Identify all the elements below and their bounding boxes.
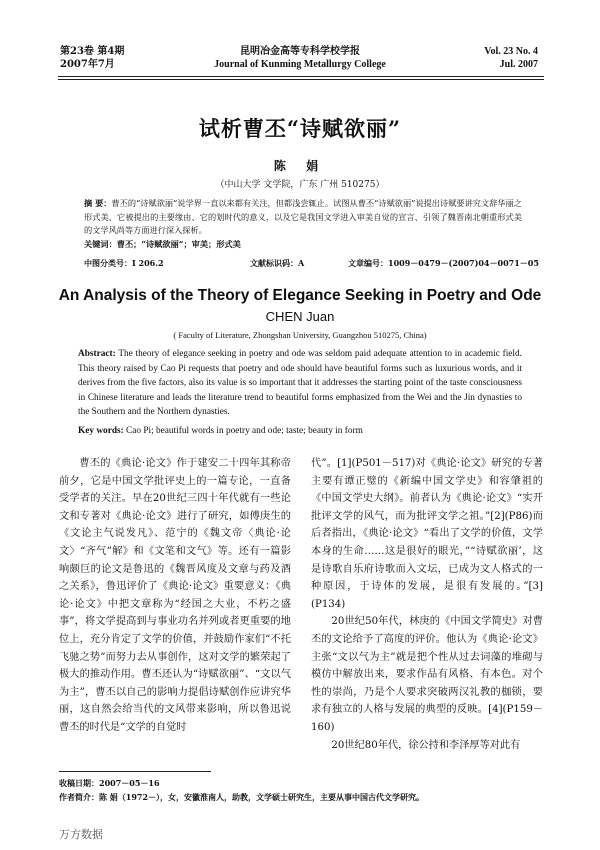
abstract-en-label: Abstract: (78, 349, 116, 359)
header-volume-block (484, 45, 538, 71)
footnote-author-bio: 作者简介：陈 娟（1972－），女，安徽淮南人，助教，文学硕士研究生，主要从事中国古代文学研究。 (59, 792, 425, 802)
keywords-en (78, 424, 522, 438)
body-paragraph: 20世纪80年代，徐公持和李泽厚等对此有 (331, 739, 521, 751)
header-journal-zh: 昆明冶金高等专科学校学报 (240, 46, 360, 57)
abstract-en (78, 347, 522, 420)
abstract-en-text: The theory of elegance seeking in poetry and ode was seldom paid adequate attention to in academic field. This theory raised by Cao Pi requests that poetry and ode should have beautiful forms such as luxurious words, and it derives from the five factors, also its value is so important that it addresses the starting point of the taste consciousness in Chinese literature and leads the literature trend to beautiful forms emphasized from the Wei and the Jin dynasties to the Southern and the Northern dynasties. (78, 349, 522, 418)
header-date-zh: 2007年7月 (60, 59, 115, 70)
body-paragraph: 20世纪50年代，林庚的《中国文学简史》对曹丕的文论给予了高度的评价。他认为《典论·论文》主张“文以气为主”就是把个性从过去词藻的堆砌与模仿中解放出来，要求作品有风格、有本色。对个性的崇尚，乃是个人要求突破两汉礼教的枷锁，要求有独立的人格与发展的典型的反映。[4](P159－160) (311, 616, 543, 733)
body-column-left (59, 455, 291, 737)
footnote-received: 收稿日期：2007－05－16 (59, 778, 160, 788)
article-number: 文章编号：1009－0479－(2007)04－0071－05 (348, 258, 539, 268)
header-rule-thin (58, 79, 544, 80)
abstract-zh-label: 摘 要： (84, 198, 112, 208)
author-zh: 陈 娟 (273, 159, 327, 173)
header-journal-en: Journal of Kunming Metallurgy College (214, 59, 386, 70)
header-issue-zh: 第23卷 第4期 (60, 46, 125, 57)
body-paragraph: 代”。[1](P501－517)对《典论·论文》研究的专著主要有谭正璧的《新编中国文学史》和容肇祖的《中国文学史大纲》。前者认为《典论·论文》“实开批评文学的风气，而为批评文学之祖。”[2](P86)而后者指出，《典论·论文》“看出了文学的价值，文学本身的生命……这是很好的眼光，”“诗赋欲丽’，这是诗歌自乐府诗歌而入文坛，已成为文人格式的一种原因，于诗体的发展，是很有发展的。”[3](P134) (311, 458, 543, 610)
affiliation-zh: （中山大学 文学院，广东 广州 510275） (215, 180, 385, 190)
keywords-zh-text: 曹丕；“诗赋欲丽”；审美；形式美 (116, 239, 241, 249)
keywords-en-text: Cao Pi; beautiful words in poetry and ode; taste; beauty in form (126, 426, 363, 436)
body-column-right (311, 455, 543, 754)
header-issue-en: Vol. 23 No. 4 (484, 46, 538, 57)
abstract-zh-text: 曹丕的“诗赋欲丽”说学界一直以来都有关注，但都浅尝辄止。试图从曹丕“诗赋欲丽”说提出诗赋要讲究文辞华丽之形式美、它被提出的主要缘由、它的划时代的意义，以及它是我国文学进入审美自觉的宣言、引领了魏晋南北朝重形式美的文学风尚等方面进行深入探析。 (84, 198, 522, 236)
affiliation-en: ( Faculty of Literature, Zhongshan University, Guangzhou 510275, China) (173, 330, 427, 340)
body-paragraph: 曹丕的《典论·论文》作于建安二十四年其称帝前夕，它是中国文学批评史上的一篇专论，一直备受学者的关注。早在20世纪三四十年代就有一些论文和专著对《典论·论文》进行了研究，如傅庚生的《文论主气说发凡》、范宁的《魏文帝〈典论·论文〉“齐气”解》和《文笔和文气》等。还有一篇影响颇巨的论文是鲁迅的《魏晋风度及文章与药及酒之关系》，鲁迅评价了《典论·论文》重要意义：《典论·论文》中把文章称为“经国之大业，不朽之盛事”，将文学提高到与事业功名并列或者更重要的地位上，充分肯定了文学的价值，并鼓励作家们“不托飞驰之势”而努力去从事创作，这对文学的繁荣起了极大的推动作用。曹丕还认为“诗赋欲丽”、“文以气为主”，曹丕以自己的影响力提倡诗赋创作应讲究华丽，这自然会给当代的文风带来影响，所以鲁迅说曹丕的时代是“文学的自觉时 (59, 458, 291, 733)
watermark: 万方数据 (59, 828, 103, 841)
clc-number: 中图分类号：I 206.2 (84, 258, 164, 268)
header-date-en: Jul. 2007 (499, 59, 538, 70)
document-code: 文献标识码：A (250, 258, 305, 268)
keywords-en-label: Key words: (78, 426, 124, 436)
abstract-zh (84, 197, 522, 238)
header-rule-thick (58, 76, 544, 77)
author-en: CHEN Juan (265, 309, 335, 324)
page-title-zh: 试析曹丕“诗赋欲丽” (198, 116, 402, 141)
keywords-zh-label: 关键词： (84, 239, 117, 249)
keywords-zh (84, 238, 522, 251)
footnote-rule (59, 771, 211, 772)
page-title-en: An Analysis of the Theory of Elegance Seeking in Poetry and Ode (58, 287, 542, 304)
